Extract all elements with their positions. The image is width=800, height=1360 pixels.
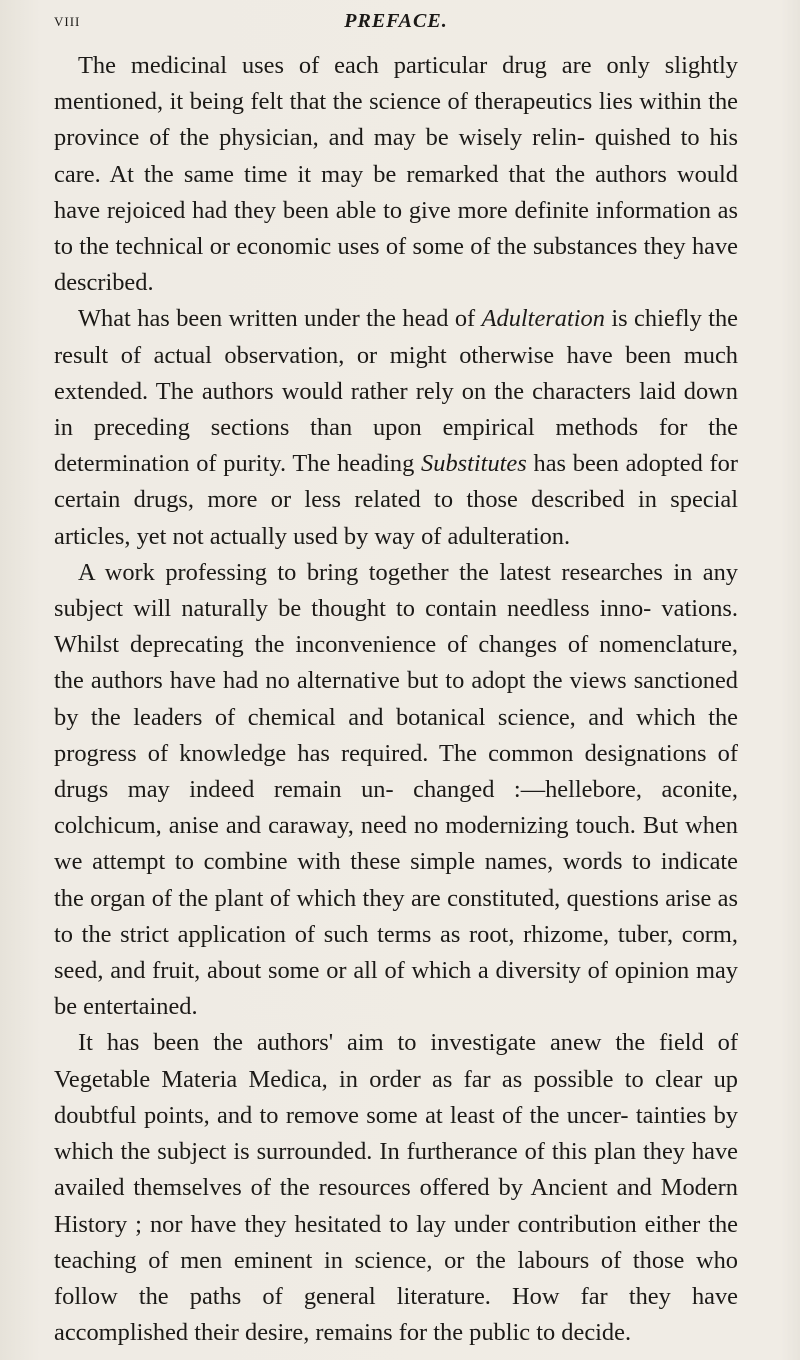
term-adulteration: Adulteration bbox=[481, 305, 605, 333]
term-substitutes: Substitutes bbox=[421, 450, 527, 478]
paragraph-adulteration: What has been written under the head of Adulteration is chiefly the result of actual observation, or might otherwise have been much extended. The authors would rather rely on the characters laid down in preceding sections than upon empirical methods for the determination of purity. The heading Substitutes has been adopted for certain drugs, more or less related to those described in special articles, yet not actually used by way of adulteration. bbox=[54, 305, 738, 550]
paragraph-nomenclature: A work professing to bring together the latest researches in any subject will naturally be thought to contain needless inno- vations. Whilst deprecating the inconvenience of changes of nomenclature, the authors have had no alternative but to adopt the views sanctioned by the leaders of chemical and botanical science, and which the progress of knowledge has required. The common designations of drugs may indeed remain un- changed :—hellebore, aconite, colchicum, anise and caraway, need no modernizing touch. But when we attempt to combine with these simple names, words to indicate the organ of the plant of which they are constituted, questions arise as to the strict application of such terms as root, rhizome, tuber, corm, seed, and fruit, about some or all of which a diversity of opinion may be entertained. bbox=[54, 558, 738, 1021]
page-number: viii bbox=[54, 10, 81, 31]
paragraph-medicinal-uses: The medicinal uses of each particular drug are only slightly mentioned, it being felt that the science of therapeutics lies within the province of the physician, and may be wisely relin- quished to his care. At the same time it may be remarked that the authors would have rejoiced had they been able to give more definite information as to the technical or economic uses of some of the substances they have described. bbox=[54, 52, 738, 297]
paragraph-authors-aim: It has been the authors' aim to investigate anew the field of Vegetable Materia Medica, in order as far as possible to clear up doubtful points, and to remove some at least of the uncer- tainties by which the subject is surrounded. In furtherance of this plan they have availed themselves of the resources offered by Ancient and Modern History ; nor have they hesitated to lay under contribution either the teaching of men eminent in science, or the labours of those who follow the paths of general literature. How far they have accomplished their desire, remains for the public to decide. bbox=[54, 1029, 738, 1347]
running-head: PREFACE. bbox=[344, 10, 448, 32]
page-header bbox=[54, 10, 738, 40]
body-text bbox=[54, 48, 738, 1351]
